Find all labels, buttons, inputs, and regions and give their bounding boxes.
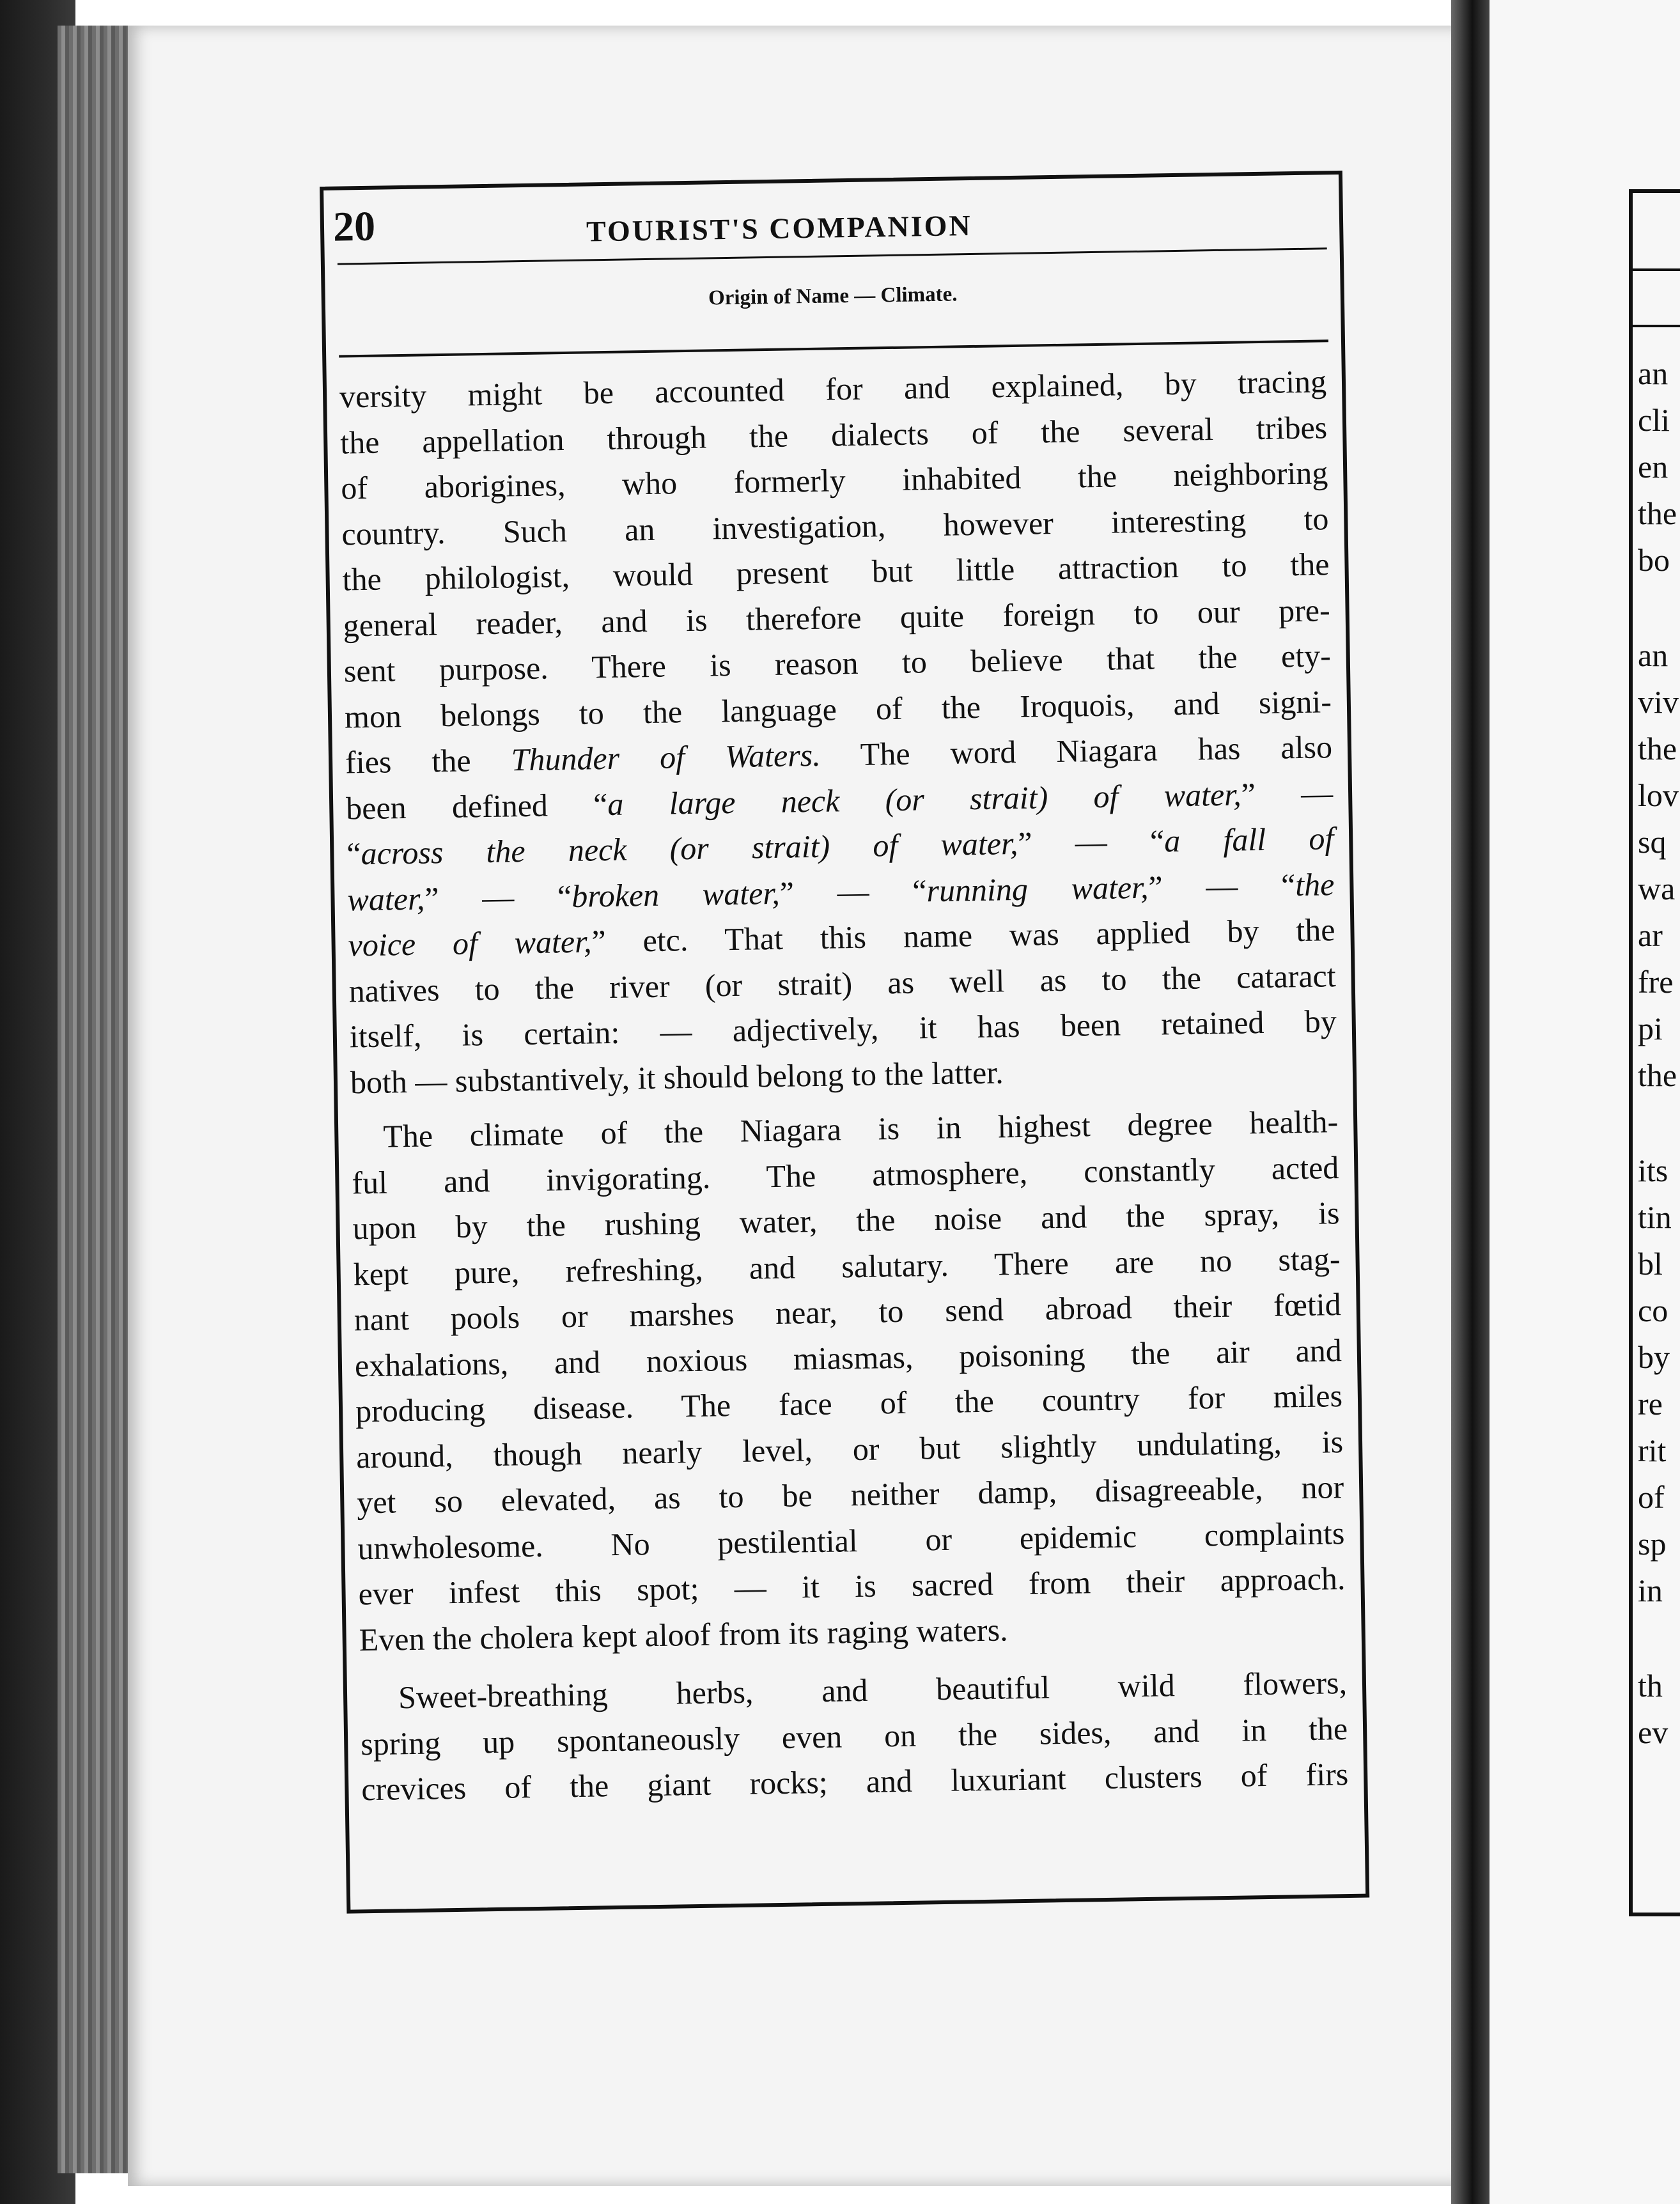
text-run: ” — “: [779, 872, 927, 911]
text-line: producing disease. The face of the country for miles: [355, 1378, 1343, 1429]
text-run: fies the: [345, 741, 512, 780]
text-fragment: cli: [1638, 402, 1670, 438]
text-block-frame: [320, 171, 1369, 1914]
text-fragment: en: [1638, 449, 1668, 485]
text-fragment: sp: [1638, 1526, 1667, 1562]
text-fragment: re: [1638, 1386, 1663, 1422]
facing-page-text: [1638, 350, 1680, 1756]
text-fragment: co: [1638, 1292, 1668, 1328]
text-line: sent purpose. There is reason to believe that the ety-: [343, 637, 1332, 689]
text-run: ” etc. That this name was applied by the: [591, 912, 1335, 959]
page-number: 20: [332, 203, 376, 251]
text-run: ” — “: [424, 878, 572, 917]
paragraph-origin-of-name: [339, 359, 1338, 1105]
text-fragment: by: [1638, 1339, 1670, 1375]
text-fragment: th: [1638, 1668, 1663, 1703]
text-line: unwholesome. No pestilential or epidemic complaints: [357, 1514, 1345, 1566]
text-fragment: fre: [1638, 964, 1674, 1000]
text-line: general reader, and is therefore quite foreign to our pre-: [343, 591, 1331, 644]
text-fragment: ev: [1638, 1714, 1668, 1750]
text-fragment: pi: [1638, 1011, 1663, 1046]
text-fragment: lov: [1638, 777, 1679, 813]
paragraph-gap: [1638, 1099, 1680, 1147]
italic-phrase: the: [1295, 865, 1335, 903]
text-run: been defined “: [345, 786, 608, 826]
italic-phrase: Thunder of Waters.: [511, 736, 821, 778]
text-fragment: rit: [1638, 1432, 1667, 1468]
text-line: itself, is certain: — adjectively, it has been retained by: [349, 1003, 1337, 1055]
text-fragment: sq: [1638, 824, 1667, 860]
text-fragment: in: [1638, 1572, 1663, 1608]
text-fragment: the: [1638, 495, 1677, 531]
text-line: versity might be accounted for and explained, by tracing: [339, 363, 1327, 415]
text-line: ful and invigorating. The atmosphere, constantly acted: [352, 1149, 1339, 1200]
paragraph-climate: [351, 1099, 1346, 1663]
text-line: mon belongs to the language of the Iroquois, and signi-: [344, 683, 1332, 734]
paragraph-gap: [1638, 584, 1680, 632]
text-line: of aborigines, who formerly inhabited the neighboring: [340, 454, 1328, 506]
text-line: exhalations, and noxious miasmas, poisoning the air and: [354, 1331, 1342, 1383]
text-fragment: viv: [1638, 684, 1679, 720]
text-fragment: tin: [1638, 1199, 1672, 1235]
facing-page-rule: [1633, 268, 1680, 271]
italic-phrase: a fall of: [1163, 820, 1334, 859]
text-run: ” — “: [1147, 866, 1296, 905]
page-header: [323, 175, 1340, 261]
text-fragment: the: [1638, 1057, 1677, 1093]
text-run: ” —: [1241, 774, 1334, 812]
text-run: “: [346, 835, 362, 872]
text-fragment: of: [1638, 1479, 1665, 1515]
text-fragment: bl: [1638, 1246, 1663, 1282]
italic-phrase: water,: [347, 880, 425, 917]
text-line: natives to the river (or strait) as well as to the cataract: [348, 957, 1337, 1009]
text-line: spring up spontaneously even on the sides, and in the: [360, 1710, 1348, 1762]
text-line: ever infest this spot; — it is sacred from their approach.: [358, 1560, 1346, 1612]
text-run: The word Niagara has also: [820, 729, 1333, 773]
section-rule: [339, 339, 1328, 357]
italic-phrase: broken water,: [571, 874, 781, 914]
text-fragment: an: [1638, 355, 1668, 391]
italic-phrase: across the neck (or strait) of water,: [361, 825, 1018, 872]
body-text: [339, 359, 1349, 1812]
book-gutter: [1451, 0, 1489, 2204]
text-line: the philologist, would present but little attraction to the: [342, 546, 1330, 598]
paragraph-gap: [1638, 1614, 1680, 1663]
text-run: ” — “: [1017, 823, 1165, 861]
paragraph-flowers: [360, 1660, 1349, 1813]
text-fragment: its: [1638, 1152, 1668, 1188]
section-heading: Origin of Name — Climate.: [708, 283, 958, 310]
text-line: kept pure, refreshing, and salutary. There are no stag-: [353, 1240, 1341, 1292]
text-line: the appellation through the dialects of the several tribes: [339, 408, 1328, 461]
facing-page-rule: [1633, 325, 1680, 327]
text-line: country. Such an investigation, however interesting to: [341, 500, 1329, 552]
text-line: both — substantively, it should belong to the latter.: [350, 1053, 1004, 1100]
text-line: nant pools or marshes near, to send abroad their fœtid: [354, 1286, 1342, 1338]
text-fragment: an: [1638, 637, 1668, 673]
text-fragment: the: [1638, 731, 1677, 766]
text-line: yet so elevated, as to be neither damp, disagreeable, nor: [356, 1469, 1344, 1521]
text-line: around, though nearly level, or but slightly undulating, is: [355, 1423, 1344, 1475]
text-line: upon by the rushing water, the noise and the spray, is: [352, 1195, 1340, 1246]
text-fragment: bo: [1638, 542, 1670, 578]
italic-phrase: a large neck (or strait) of water,: [607, 775, 1242, 822]
italic-phrase: running water,: [926, 869, 1149, 908]
text-fragment: wa: [1638, 871, 1676, 906]
running-title: TOURIST'S COMPANION: [586, 208, 973, 248]
text-line: Even the cholera kept aloof from its raging waters.: [359, 1611, 1008, 1657]
italic-phrase: voice of water,: [348, 923, 592, 963]
text-fragment: ar: [1638, 917, 1663, 953]
text-line: The climate of the Niagara is in highest degree health-: [382, 1103, 1339, 1154]
text-line: crevices of the giant rocks; and luxuriant clusters of firs: [361, 1756, 1349, 1808]
text-line: Sweet-breathing herbs, and beautiful wild flowers,: [398, 1665, 1348, 1716]
